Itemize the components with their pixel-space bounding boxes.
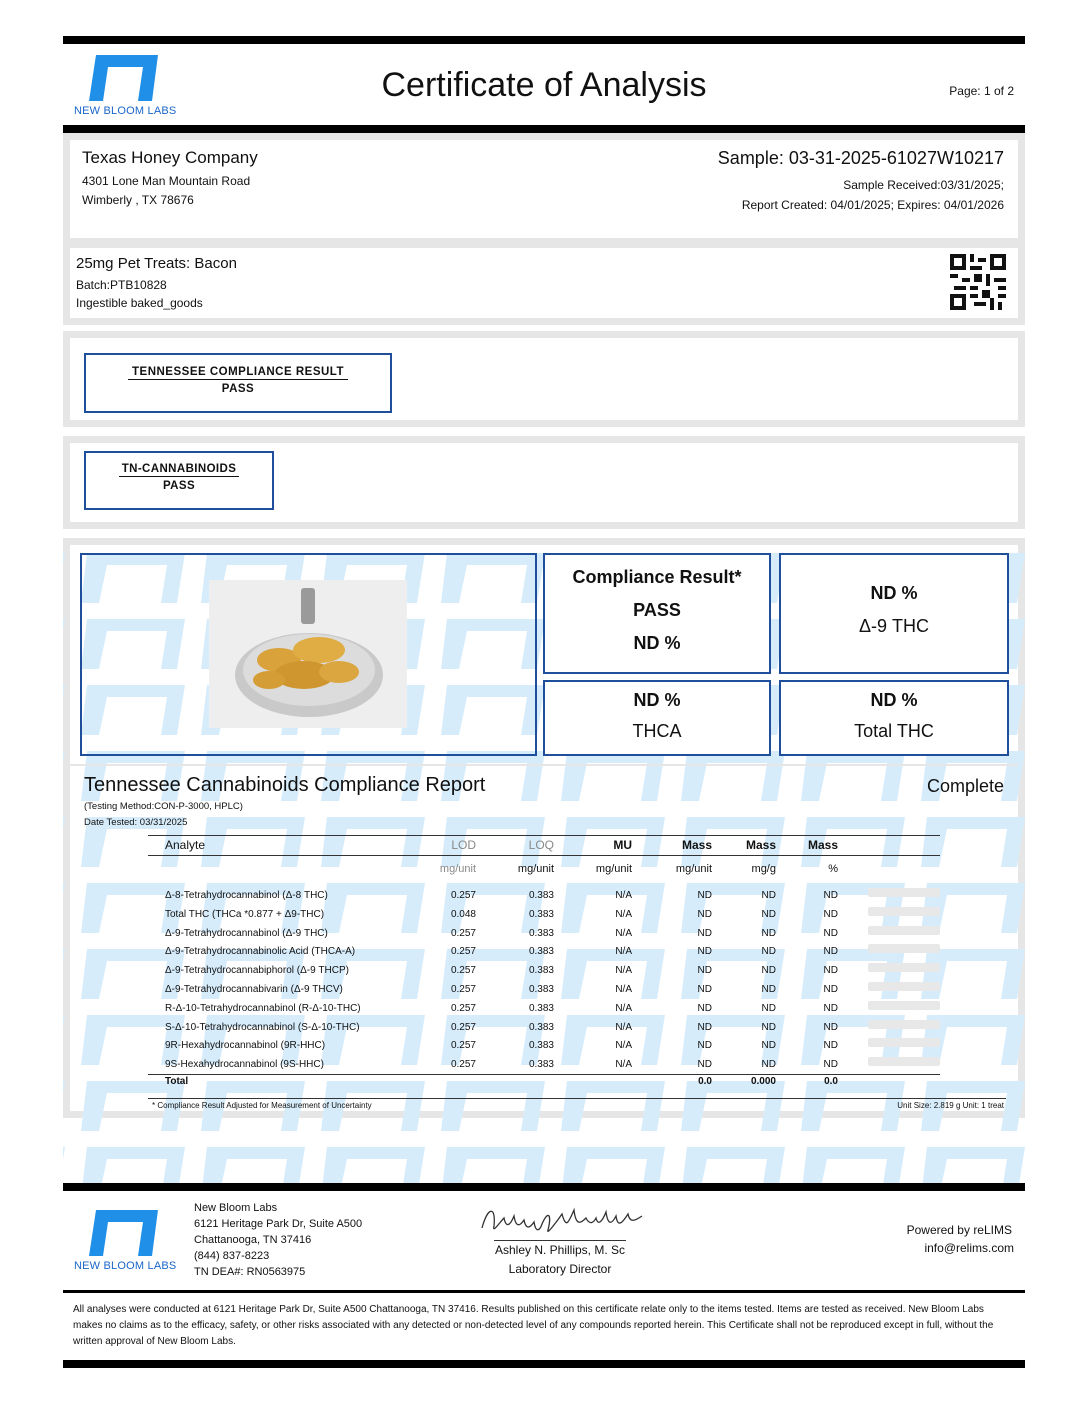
compliance-result-pct: ND % [633, 633, 681, 653]
sample-id: Sample: 03-31-2025-61027W10217 [717, 148, 1004, 168]
analyte-value: ND [761, 908, 776, 920]
analyte-value: ND [761, 1002, 776, 1014]
lab-info [194, 1200, 362, 1280]
analyte-name: Δ-8-Tetrahydrocannabinol (Δ-8 THC) [165, 890, 328, 901]
analyte-name: S-Δ-10-Tetrahydrocannabinol (S-Δ-10-THC) [165, 1021, 360, 1033]
col-mass-g: Mass [745, 838, 776, 852]
analyte-value: ND [761, 1040, 776, 1052]
client-name: Texas Honey Company [82, 148, 258, 167]
signer-name: Ashley N. Phillips, M. Sc [494, 1243, 626, 1257]
powered-by: Powered by reLIMS [906, 1223, 1012, 1237]
footer-logo-icon [86, 1210, 158, 1256]
tn-cannabinoids-box [84, 451, 274, 510]
analyte-value: 0.257 [450, 1059, 476, 1071]
tn-compliance-box [84, 353, 392, 413]
analyte-name: Total THC (THCa *0.877 + Δ9-THC) [165, 908, 325, 920]
analyte-value: ND [823, 965, 838, 977]
tn-compliance-label: TENNESSEE COMPLIANCE RESULT [128, 366, 348, 380]
col-mass-pct: Mass [807, 838, 838, 852]
analyte-value: N/A [615, 946, 632, 958]
analyte-value: N/A [615, 1021, 632, 1033]
analyte-value: 0.048 [450, 908, 476, 920]
top-rule [63, 36, 1025, 44]
sample-received: Sample Received:03/31/2025; [843, 178, 1004, 192]
col-analyte: Analyte [165, 838, 206, 852]
analyte-value: ND [761, 984, 776, 995]
compliance-result-value: PASS [633, 600, 681, 620]
gray-bar [868, 982, 940, 991]
analyte-value: ND [697, 946, 712, 958]
analyte-value: 0.257 [450, 1040, 476, 1052]
lab-dea: TN DEA#: RN0563975 [194, 1266, 306, 1278]
analyte-name: Δ-9-Tetrahydrocannabinol (Δ-9 THC) [165, 927, 328, 939]
analyte-value: ND [697, 1040, 712, 1052]
analyte-value: 0.257 [450, 946, 476, 958]
footnote: * Compliance Result Adjusted for Measurement of Uncertainty [152, 1101, 372, 1110]
unit-mu: mg/unit [595, 863, 632, 875]
analyte-value: N/A [615, 1002, 632, 1014]
analyte-value: 0.383 [528, 908, 554, 920]
analyte-name: Δ-9-Tetrahydrocannabivarin (Δ-9 THCV) [165, 984, 343, 995]
analyte-value: 0.257 [450, 1021, 476, 1033]
thca-value: ND % [633, 690, 681, 710]
d9-thc-value: ND % [870, 583, 918, 603]
total-mass-g: 0.000 [750, 1076, 776, 1087]
tn-compliance-value: PASS [221, 383, 255, 395]
lab-address1: 6121 Heritage Park Dr, Suite A500 [194, 1218, 363, 1230]
qr-code-icon[interactable] [950, 254, 1006, 310]
gray-bar [868, 926, 940, 935]
date-tested: Date Tested: 03/31/2025 [84, 817, 188, 828]
analyte-value: ND [761, 946, 776, 958]
analyte-value: 0.383 [528, 1059, 554, 1071]
d9-thc-box [779, 553, 1009, 674]
analyte-value: ND [761, 927, 776, 939]
analyte-name: Δ-9-Tetrahydrocannabiphorol (Δ-9 THCP) [165, 965, 349, 977]
total-thc-box [779, 680, 1009, 756]
col-mass-unit: Mass [681, 838, 712, 852]
disclaimer-text: All analyses were conducted at 6121 Heritage Park Dr, Suite A500 Chattanooga, TN 37416. Results published on this certificate relate only to the items tested. Items are tested as received. New Bloom Labs makes no claims as to the efficacy, safety, or other risks associated with any detected or non-detected level of any compounds reported herein. This Certificate shall not be reproduced except in full, without the written approval of New Bloom Labs. [73, 1304, 994, 1347]
analyte-value: 0.257 [450, 984, 476, 995]
analyte-value: ND [823, 946, 838, 958]
gray-bar [868, 1038, 940, 1047]
compliance-result-label: Compliance Result* [572, 567, 742, 587]
unit-loq: mg/unit [517, 863, 554, 875]
analyte-name: 9R-Hexahydrocannabinol (9R-HHC) [165, 1040, 326, 1052]
product-panel [63, 241, 1025, 325]
analyte-value: ND [697, 1002, 712, 1014]
analyte-value: ND [823, 927, 838, 939]
analyte-value: ND [697, 908, 712, 920]
analyte-value: N/A [615, 908, 632, 920]
analyte-value: ND [761, 965, 776, 977]
analyte-name: R-Δ-10-Tetrahydrocannabinol (R-Δ-10-THC) [165, 1002, 361, 1014]
product-name: 25mg Pet Treats: Bacon [76, 255, 237, 272]
product-batch: Batch:PTB10828 [76, 278, 167, 292]
d9-thc-label: Δ-9 THC [858, 616, 930, 636]
unit-lod: mg/unit [439, 863, 476, 875]
product-type: Ingestible baked_goods [76, 296, 203, 310]
page-title: Certificate of Analysis [381, 66, 707, 104]
col-loq: LOQ [528, 838, 554, 852]
unit-mass-pct: % [828, 863, 838, 875]
analyte-value: 0.383 [528, 946, 554, 958]
analyte-value: N/A [615, 965, 632, 977]
analyte-value: N/A [615, 984, 632, 995]
product-photo [209, 580, 407, 728]
analyte-value: 0.383 [528, 1040, 554, 1052]
total-label: Total [165, 1076, 189, 1087]
analyte-value: 0.383 [528, 1021, 554, 1033]
bottom-rule [63, 1360, 1025, 1368]
analyte-value: ND [823, 1059, 838, 1071]
client-address2: Wimberly , TX 78676 [82, 193, 194, 207]
footer-brand-name: NEW BLOOM LABS [74, 1260, 177, 1272]
analyte-value: 0.257 [450, 1002, 476, 1014]
lab-address2: Chattanooga, TN 37416 [194, 1234, 312, 1246]
compliance-result-box [543, 553, 771, 674]
report-status: Complete [926, 776, 1004, 796]
gray-bar [868, 1057, 940, 1066]
analyte-value: N/A [615, 1040, 632, 1052]
gray-bar [868, 1020, 940, 1029]
analyte-value: ND [823, 1002, 838, 1014]
total-mass-unit: 0.0 [698, 1076, 712, 1087]
col-lod: LOD [451, 838, 476, 852]
unit-mass-g: mg/g [751, 863, 776, 875]
analyte-value: 0.257 [450, 890, 476, 901]
analyte-value: ND [697, 984, 712, 995]
unit-mass-unit: mg/unit [675, 863, 712, 875]
analyte-value: N/A [615, 927, 632, 939]
col-mu: MU [613, 838, 632, 852]
analyte-value: ND [823, 908, 838, 920]
report-created: Report Created: 04/01/2025; Expires: 04/01/2026 [741, 198, 1004, 212]
analyte-value: 0.383 [528, 927, 554, 939]
signer-title: Laboratory Director [508, 1262, 612, 1276]
tn-cannabinoids-label: TN-CANNABINOIDS [119, 463, 240, 477]
analyte-value: 0.383 [528, 1002, 554, 1014]
analyte-value: N/A [615, 1059, 632, 1071]
analyte-value: ND [697, 1059, 712, 1071]
gray-bar [868, 963, 940, 972]
analyte-value: ND [823, 890, 838, 901]
total-thc-value: ND % [870, 690, 918, 710]
brand-name: NEW BLOOM LABS [74, 105, 177, 117]
disclaimer-rule [63, 1290, 1025, 1293]
gray-bar [868, 907, 940, 916]
analyte-value: 0.257 [450, 927, 476, 939]
gray-bar [868, 1001, 940, 1010]
lab-name: New Bloom Labs [194, 1202, 278, 1214]
analyte-value: ND [823, 1021, 838, 1033]
analyte-value: ND [823, 984, 838, 995]
gray-bar [868, 944, 940, 953]
analyte-name: 9S-Hexahydrocannabinol (9S-HHC) [165, 1059, 324, 1071]
report-title: Tennessee Cannabinoids Compliance Report [84, 774, 486, 796]
testing-method: (Testing Method:CON-P-3000, HPLC) [84, 801, 243, 812]
footer-rule [63, 1183, 1025, 1191]
page-number: Page: 1 of 2 [949, 84, 1014, 98]
analyte-value: 0.383 [528, 984, 554, 995]
total-mass-pct: 0.0 [824, 1076, 838, 1087]
analyte-value: 0.383 [528, 965, 554, 977]
analyte-value: N/A [615, 890, 632, 901]
report-divider [70, 764, 1018, 766]
client-address1: 4301 Lone Man Mountain Road [82, 174, 251, 188]
signature-image [478, 1200, 646, 1240]
thca-box [543, 680, 771, 756]
analyte-value: 0.257 [450, 965, 476, 977]
relims-email[interactable]: info@relims.com [924, 1241, 1014, 1255]
analyte-value: ND [697, 1021, 712, 1033]
analyte-value: 0.383 [528, 890, 554, 901]
total-thc-label: Total THC [854, 721, 934, 741]
tn-cannabinoids-value: PASS [162, 480, 196, 492]
lab-phone: (844) 837-8223 [194, 1250, 270, 1262]
analyte-value: ND [697, 927, 712, 939]
thca-label: THCA [632, 721, 682, 741]
analyte-value: ND [823, 1040, 838, 1052]
analyte-value: ND [697, 890, 712, 901]
gray-bar [868, 888, 940, 897]
analyte-value: ND [761, 890, 776, 901]
analyte-value: ND [761, 1059, 776, 1071]
unit-size: Unit Size: 2.819 g Unit: 1 treat [897, 1101, 1004, 1110]
analyte-value: ND [697, 965, 712, 977]
analyte-value: ND [761, 1021, 776, 1033]
analyte-name: Δ-9-Tetrahydrocannabinolic Acid (THCA-A) [165, 946, 356, 958]
header-rule [63, 125, 1025, 133]
